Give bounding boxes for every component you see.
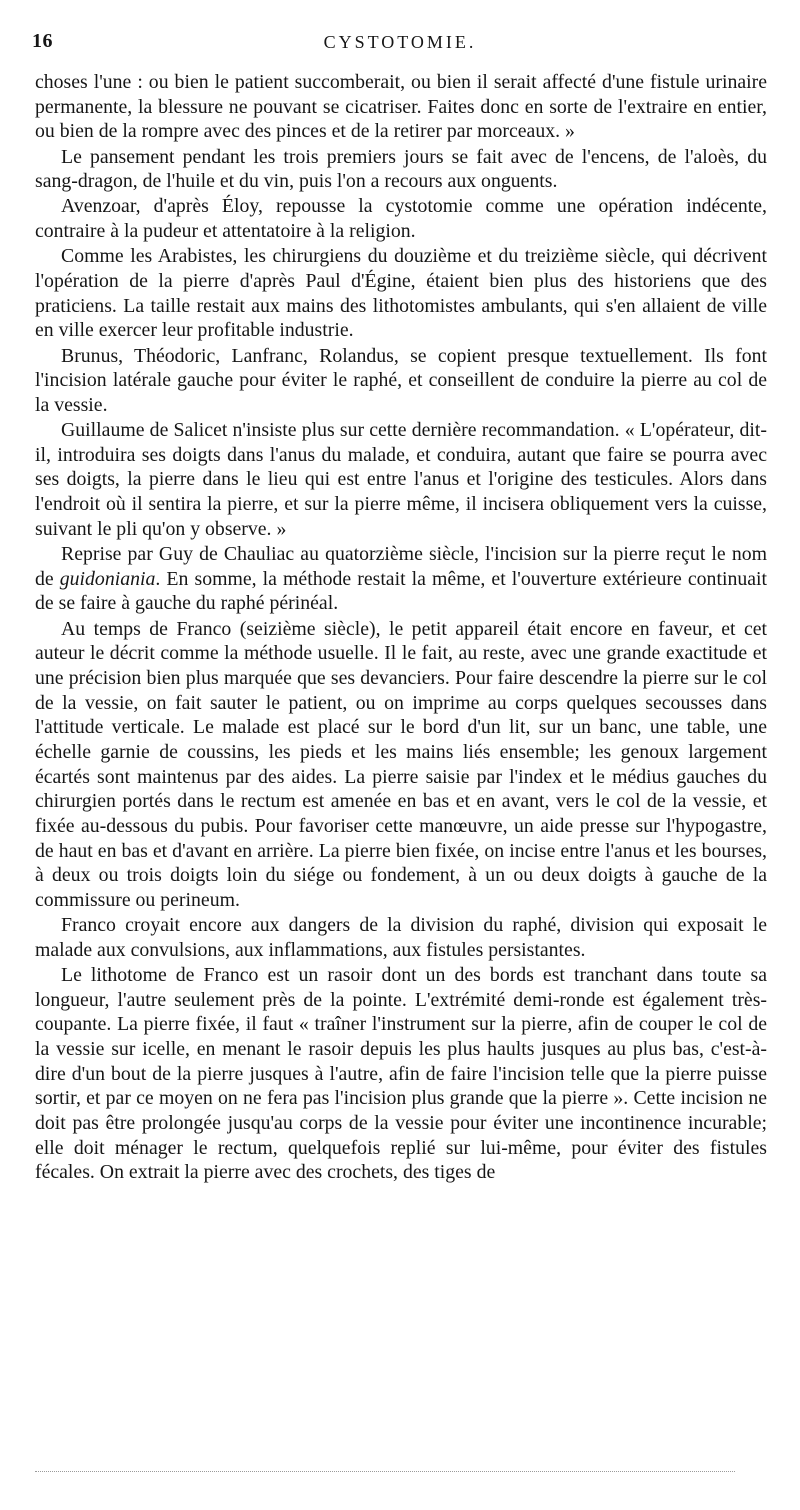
footer-rule: [35, 1471, 735, 1472]
paragraph-salicet: Guillaume de Salicet n'insiste plus sur cette dernière recommandation. « L'opérateur, dit-il, introduira ses doigts dans l'anus du malade, et conduira, autant que faire se pourra avec ses doigts, la pierre dans le lieu qui est entre l'anus et l'origine des testicules. Alors dans l'endroit où il sentira la pierre, et sur la pierre même, il incisera obliquement vers la cuisse, suivant le pli qu'on y observe. »: [35, 419, 767, 540]
paragraph-dressing: Le pansement pendant les trois premiers jours se fait avec de l'encens, de l'aloès, du sang-dragon, de l'huile et du vin, puis l'on a recours aux onguents.: [35, 145, 767, 193]
page-number: 16: [32, 30, 53, 52]
guido-text-before: Reprise par Guy de Chauliac au quatorzième siècle, l'incision sur la pierre reçut le nom de: [35, 543, 767, 590]
paragraph-avenzoar: Avenzoar, d'après Éloy, repousse la cystotomie comme une opération indécente, contraire à la pudeur et attentatoire à la religion.: [35, 195, 767, 243]
paragraph-continuation: choses l'une : ou bien le patient succomberait, ou bien il serait affecté d'une fistule urinaire permanente, la blessure ne pouvant se cicatriser. Faites donc en sorte de l'extraire en entier, ou bien de la rompre avec des pinces et de la retirer par morceaux. »: [35, 71, 767, 143]
page-header: [32, 30, 768, 58]
running-head: CYSTOTOMIE.: [323, 32, 477, 52]
paragraph-brunus: Brunus, Théodoric, Lanfranc, Rolandus, se copient presque textuellement. Ils font l'incision latérale gauche pour éviter le raphé, et conseillent de conduire la pierre au col de la vessie.: [35, 344, 767, 416]
paragraph-franco-method: Au temps de Franco (seizième siècle), le petit appareil était encore en faveur, et cet auteur le décrit comme la méthode usuelle. Il le fait, au reste, avec une grande exactitude et une précision bien plus marquée que ses devanciers. Pour faire descendre la pierre sur le col de la vessie, on fait sauter le patient, ou on imprime au corps quelques secousses dans l'attitude verticale. Le malade est placé sur le bord d'un lit, sur un banc, une table, une échelle garnie de coussins, les pieds et les mains liés ensemble; les genoux largement écartés sont maintenus par des aides. La pierre saisie par l'index et le médius gauches du chirurgien portés dans le rectum est amenée en bas et en avant, vers le col de la vessie, et fixée au-dessous du pubis. Pour favoriser cette manœuvre, un aide presse sur l'hypogastre, de haut en bas et d'avant en arrière. La pierre bien fixée, on incise entre l'anus et les bourses, à deux ou trois doigts loin du siége ou fondement, à un ou deux doigts à gauche de la commissure ou perineum.: [35, 617, 767, 911]
paragraph-guy-de-chauliac: [35, 542, 767, 616]
guidoniania-term: guidoniania: [59, 567, 156, 590]
paragraph-lithotome: Le lithotome de Franco est un rasoir dont un des bords est tranchant dans toute sa longueur, l'autre seulement près de la pointe. L'extrémité demi-ronde est également très-coupante. La pierre fixée, il faut « traîner l'instrument sur la pierre, afin de couper le col de la vessie sur icelle, en menant le rasoir depuis les plus haults jusques au plus bas, c'est-à-dire d'un bout de la pierre jusques à l'autre, afin de faire l'incision telle que la pierre puisse sortir, et par ce moyen on ne fera pas l'incision plus grande que la pierre ». Cette incision ne doit pas être prolongée jusqu'au corps de la vessie pour éviter une incontinence incurable; elle doit ménager le rectum, quelquefois replié sur lui-même, pour éviter des fistules fécales. On extrait la pierre avec des crochets, des tiges de: [35, 963, 767, 1184]
guido-text-after: . En somme, la méthode restait la même, et l'ouverture extérieure continuait de se faire à gauche du raphé périnéal.: [35, 567, 767, 615]
body-text: [35, 70, 767, 1185]
paragraph-franco-raphe: Franco croyait encore aux dangers de la division du raphé, division qui exposait le malade aux convulsions, aux inflammations, aux fistules persistantes.: [35, 914, 767, 961]
paragraph-arabists: Comme les Arabistes, les chirurgiens du douzième et du treizième siècle, qui décrivent l'opération de la pierre d'après Paul d'Égine, étaient bien plus des historiens que des praticiens. La taille restait aux mains des lithotomistes ambulants, qui s'en allaient de ville en ville exercer leur profitable industrie.: [35, 245, 767, 342]
